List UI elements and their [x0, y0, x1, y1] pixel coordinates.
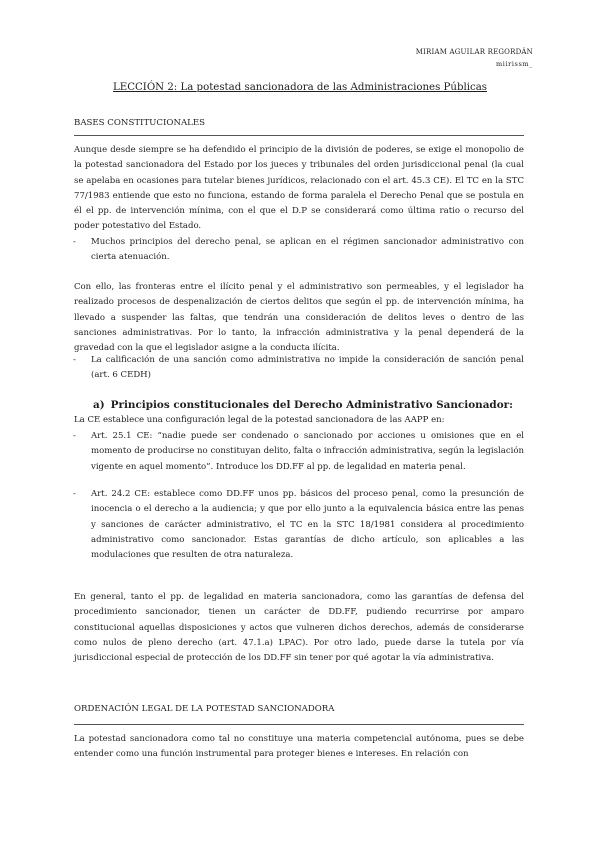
bullet-text: Art. 25.1 CE: “nadie puede ser condenado o sancionado por acciones u omisiones que en el momento de producirse no constituyan delito, falta o infracción administrativa, según la legislación vigente en aquel momento”. Introduce los DD.FF al pp. de legalidad en materia penal. — [91, 431, 524, 472]
bullet-item — [73, 429, 524, 475]
bullet-dash: - — [73, 489, 76, 499]
subsection-marker: a) — [93, 399, 105, 411]
paragraph-bases-1: Aunque desde siempre se ha defendido el principio de la división de poderes, se exige el monopolio de la potestad sancionadora del Estado por los jueces y tribunales del orden jurisdiccional penal (la cual se apelaba en ocasiones para tutelar bienes jurídicos, relacionado con el art. 45.3 CE). El TC en la STC 77/1983 entiende que esto no funciona, estando de forma paralela el Derecho Penal que se postula en él el pp. de intervención mínima, con el que el D.P se considerará como última ratio o recurso del poder potestativo del Estado. — [74, 145, 524, 232]
paragraph-principios-general: En general, tanto el pp. de legalidad en materia sancionadora, como las garantías de defensa del procedimiento sancionador, tienen un carácter de DD.FF, pudiendo recurrirse por amparo constitucional aquellas disposiciones y actos que vulneren dichos derechos, además de considerarse como nulos de pleno derecho (art. 47.1.a) LPAC). Por otro lado, puede darse la tutela por vía jurisdiccional especial de protección de los DD.FF sin tener por qué agotar la vía administrativa. — [74, 592, 524, 664]
bullet-text: La calificación de una sanción como administrativa no impide la consideración de sanción penal (art. 6 CEDH) — [91, 355, 524, 381]
bullet-text: Muchos principios del derecho penal, se aplican en el régimen sancionador administrativo con cierta atenuación. — [91, 237, 524, 263]
author-name: MIRIAM AGUILAR REGORDÁN — [415, 48, 533, 56]
subsection-heading-principios — [93, 399, 513, 411]
bullet-item — [73, 235, 524, 266]
paragraph-ordenacion: La potestad sancionadora como tal no constituye una materia competencial autónoma, pues se debe entender como una función instrumental para proteger bienes e intereses. En relación con — [74, 734, 524, 760]
lesson-title: LECCIÓN 2: La potestad sancionadora de las Administraciones Públicas — [113, 82, 487, 93]
author-username: miirissm_ — [496, 60, 533, 68]
bullet-dash: - — [73, 355, 76, 365]
section-heading-bases: BASES CONSTITUCIONALES — [74, 118, 206, 128]
bullet-item — [73, 487, 524, 563]
section-heading-ordenacion: ORDENACIÓN LEGAL DE LA POTESTAD SANCIONADORA — [74, 704, 335, 714]
bullet-dash: - — [73, 237, 76, 247]
bullet-text: Art. 24.2 CE: establece como DD.FF unos pp. básicos del proceso penal, como la presunción de inocencia o el derecho a la audiencia; y que por ello junto a la equivalencia básica entre las penas y sanciones de carácter administrativo, el TC en la STC 18/1981 considera al procedimiento administrativo como sancionador. Estas garantías de dicho artículo, son aplicables a las modulaciones que resulten de otra naturaleza. — [91, 489, 524, 561]
paragraph-bases-2: Con ello, las fronteras entre el ilícito penal y el administrativo son permeables, y el legislador ha realizado procesos de despenalización de ciertos delitos que según el pp. de intervención mínima, ha llevado a suspender las faltas, que tendrán una consideración de delitos leves o dentro de las sanciones administrativas. Por lo tanto, la infracción administrativa y la penal dependerá de la gravedad con la que el legislador asigne a la conducta ilícita. — [74, 282, 524, 354]
bullet-dash: - — [73, 431, 76, 441]
section-divider — [74, 724, 524, 725]
paragraph-principios-intro: La CE establece una configuración legal de la potestad sancionadora de las AAPP en: — [74, 415, 445, 425]
section-divider — [74, 135, 524, 136]
bullet-item — [73, 353, 524, 384]
subsection-title: Principios constitucionales del Derecho Administrativo Sancionador: — [110, 399, 513, 411]
